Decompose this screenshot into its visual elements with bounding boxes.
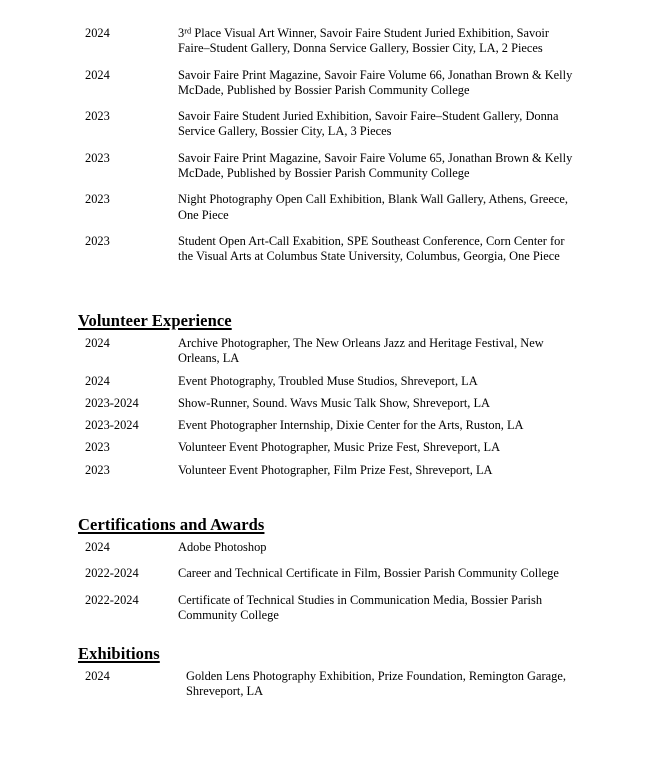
entry-row	[0, 234, 668, 265]
section-heading-exhibitions: Exhibitions	[78, 644, 160, 663]
entry-description: Savoir Faire Student Juried Exhibition, Savoir Faire–Student Gallery, Donna Service Gallery, Bossier City, LA, 3 Pieces	[178, 109, 559, 139]
entry-description: Savoir Faire Print Magazine, Savoir Faire Volume 66, Jonathan Brown & Kelly McDade, Published by Bossier Parish Community College	[178, 67, 573, 97]
entry-description-text: Place Visual Art Winner, Savoir Faire Student Juried Exhibition, Savoir Faire–Student Gallery, Donna Service Gallery, Bossier City, LA, 2 Pieces	[178, 26, 549, 56]
entry-year: 2023	[85, 109, 110, 124]
entry-year: 2022-2024	[85, 566, 139, 581]
entry-year: 2024	[85, 668, 110, 683]
entry-row	[0, 151, 668, 182]
entry-description: Golden Lens Photography Exhibition, Prize Foundation, Remington Garage, Shreveport, LA	[186, 668, 566, 699]
entry-description: Event Photography, Troubled Muse Studios, Shreveport, LA	[178, 373, 478, 388]
entry-year: 2023	[85, 192, 110, 207]
entry-year: 2024	[85, 26, 110, 40]
entry-description: Volunteer Event Photographer, Film Prize Fest, Shreveport, LA	[178, 462, 493, 477]
entry-description: Night Photography Open Call Exhibition, Blank Wall Gallery, Athens, Greece, One Piece	[178, 192, 568, 222]
entry-year: 2023-2024	[85, 395, 139, 410]
entry-row	[0, 336, 668, 367]
entry-year: 2022-2024	[85, 592, 139, 607]
entry-year: 2024	[85, 539, 110, 554]
entry-description: Student Open Art-Call Exabition, SPE Southeast Conference, Corn Center for the Visual Arts at Columbus State University, Columbus, Georgia, One Piece	[178, 233, 565, 264]
entry-year: 2023	[85, 440, 110, 455]
section-heading-certifications-and-awards: Certifications and Awards	[78, 515, 265, 534]
entry-description: Show-Runner, Sound. Wavs Music Talk Show, Shreveport, LA	[178, 395, 490, 410]
entry-description: Career and Technical Certificate in Film, Bossier Parish Community College	[178, 566, 559, 581]
entry-description-prefix: 3	[178, 26, 185, 40]
section-awards-publications	[0, 26, 668, 265]
entry-row	[0, 192, 668, 223]
entry-row	[0, 593, 668, 624]
entry-year: 2023-2024	[85, 418, 139, 433]
entry-list	[0, 26, 668, 265]
entry-year: 2024	[85, 335, 110, 350]
entry-description: Event Photographer Internship, Dixie Center for the Arts, Ruston, LA	[178, 418, 524, 433]
entry-year: 2024	[85, 67, 110, 82]
entry-row	[0, 463, 668, 478]
entry-row	[0, 374, 668, 389]
entry-list	[0, 669, 668, 700]
entry-description: Adobe Photoshop	[178, 539, 267, 554]
entry-row	[0, 669, 668, 700]
entry-list	[0, 336, 668, 478]
entry-description: Volunteer Event Photographer, Music Prize Fest, Shreveport, LA	[178, 440, 501, 455]
entry-row	[0, 26, 668, 57]
section-heading-volunteer-experience: Volunteer Experience	[78, 311, 232, 330]
entry-row	[0, 396, 668, 411]
entry-description: Certificate of Technical Studies in Communication Media, Bossier Parish Community College	[178, 592, 543, 622]
entry-row	[0, 540, 668, 555]
entry-row	[0, 68, 668, 99]
entry-row	[0, 418, 668, 433]
entry-description: Archive Photographer, The New Orleans Jazz and Heritage Festival, New Orleans, LA	[178, 335, 544, 366]
entry-description: Savoir Faire Print Magazine, Savoir Faire Volume 65, Jonathan Brown & Kelly McDade, Published by Bossier Parish Community College	[178, 150, 573, 181]
entry-row	[0, 566, 668, 581]
entry-year: 2023	[85, 233, 110, 248]
entry-row	[0, 109, 668, 140]
entry-year: 2023	[85, 462, 110, 477]
section-certifications-and-awards	[0, 516, 668, 623]
entry-row	[0, 440, 668, 455]
entry-list	[0, 540, 668, 623]
section-volunteer-experience	[0, 312, 668, 478]
entry-description	[178, 26, 578, 57]
entry-year: 2024	[85, 373, 110, 388]
entry-description-superscript: rd	[184, 25, 192, 36]
entry-year: 2023	[85, 150, 110, 165]
section-exhibitions	[0, 645, 668, 700]
